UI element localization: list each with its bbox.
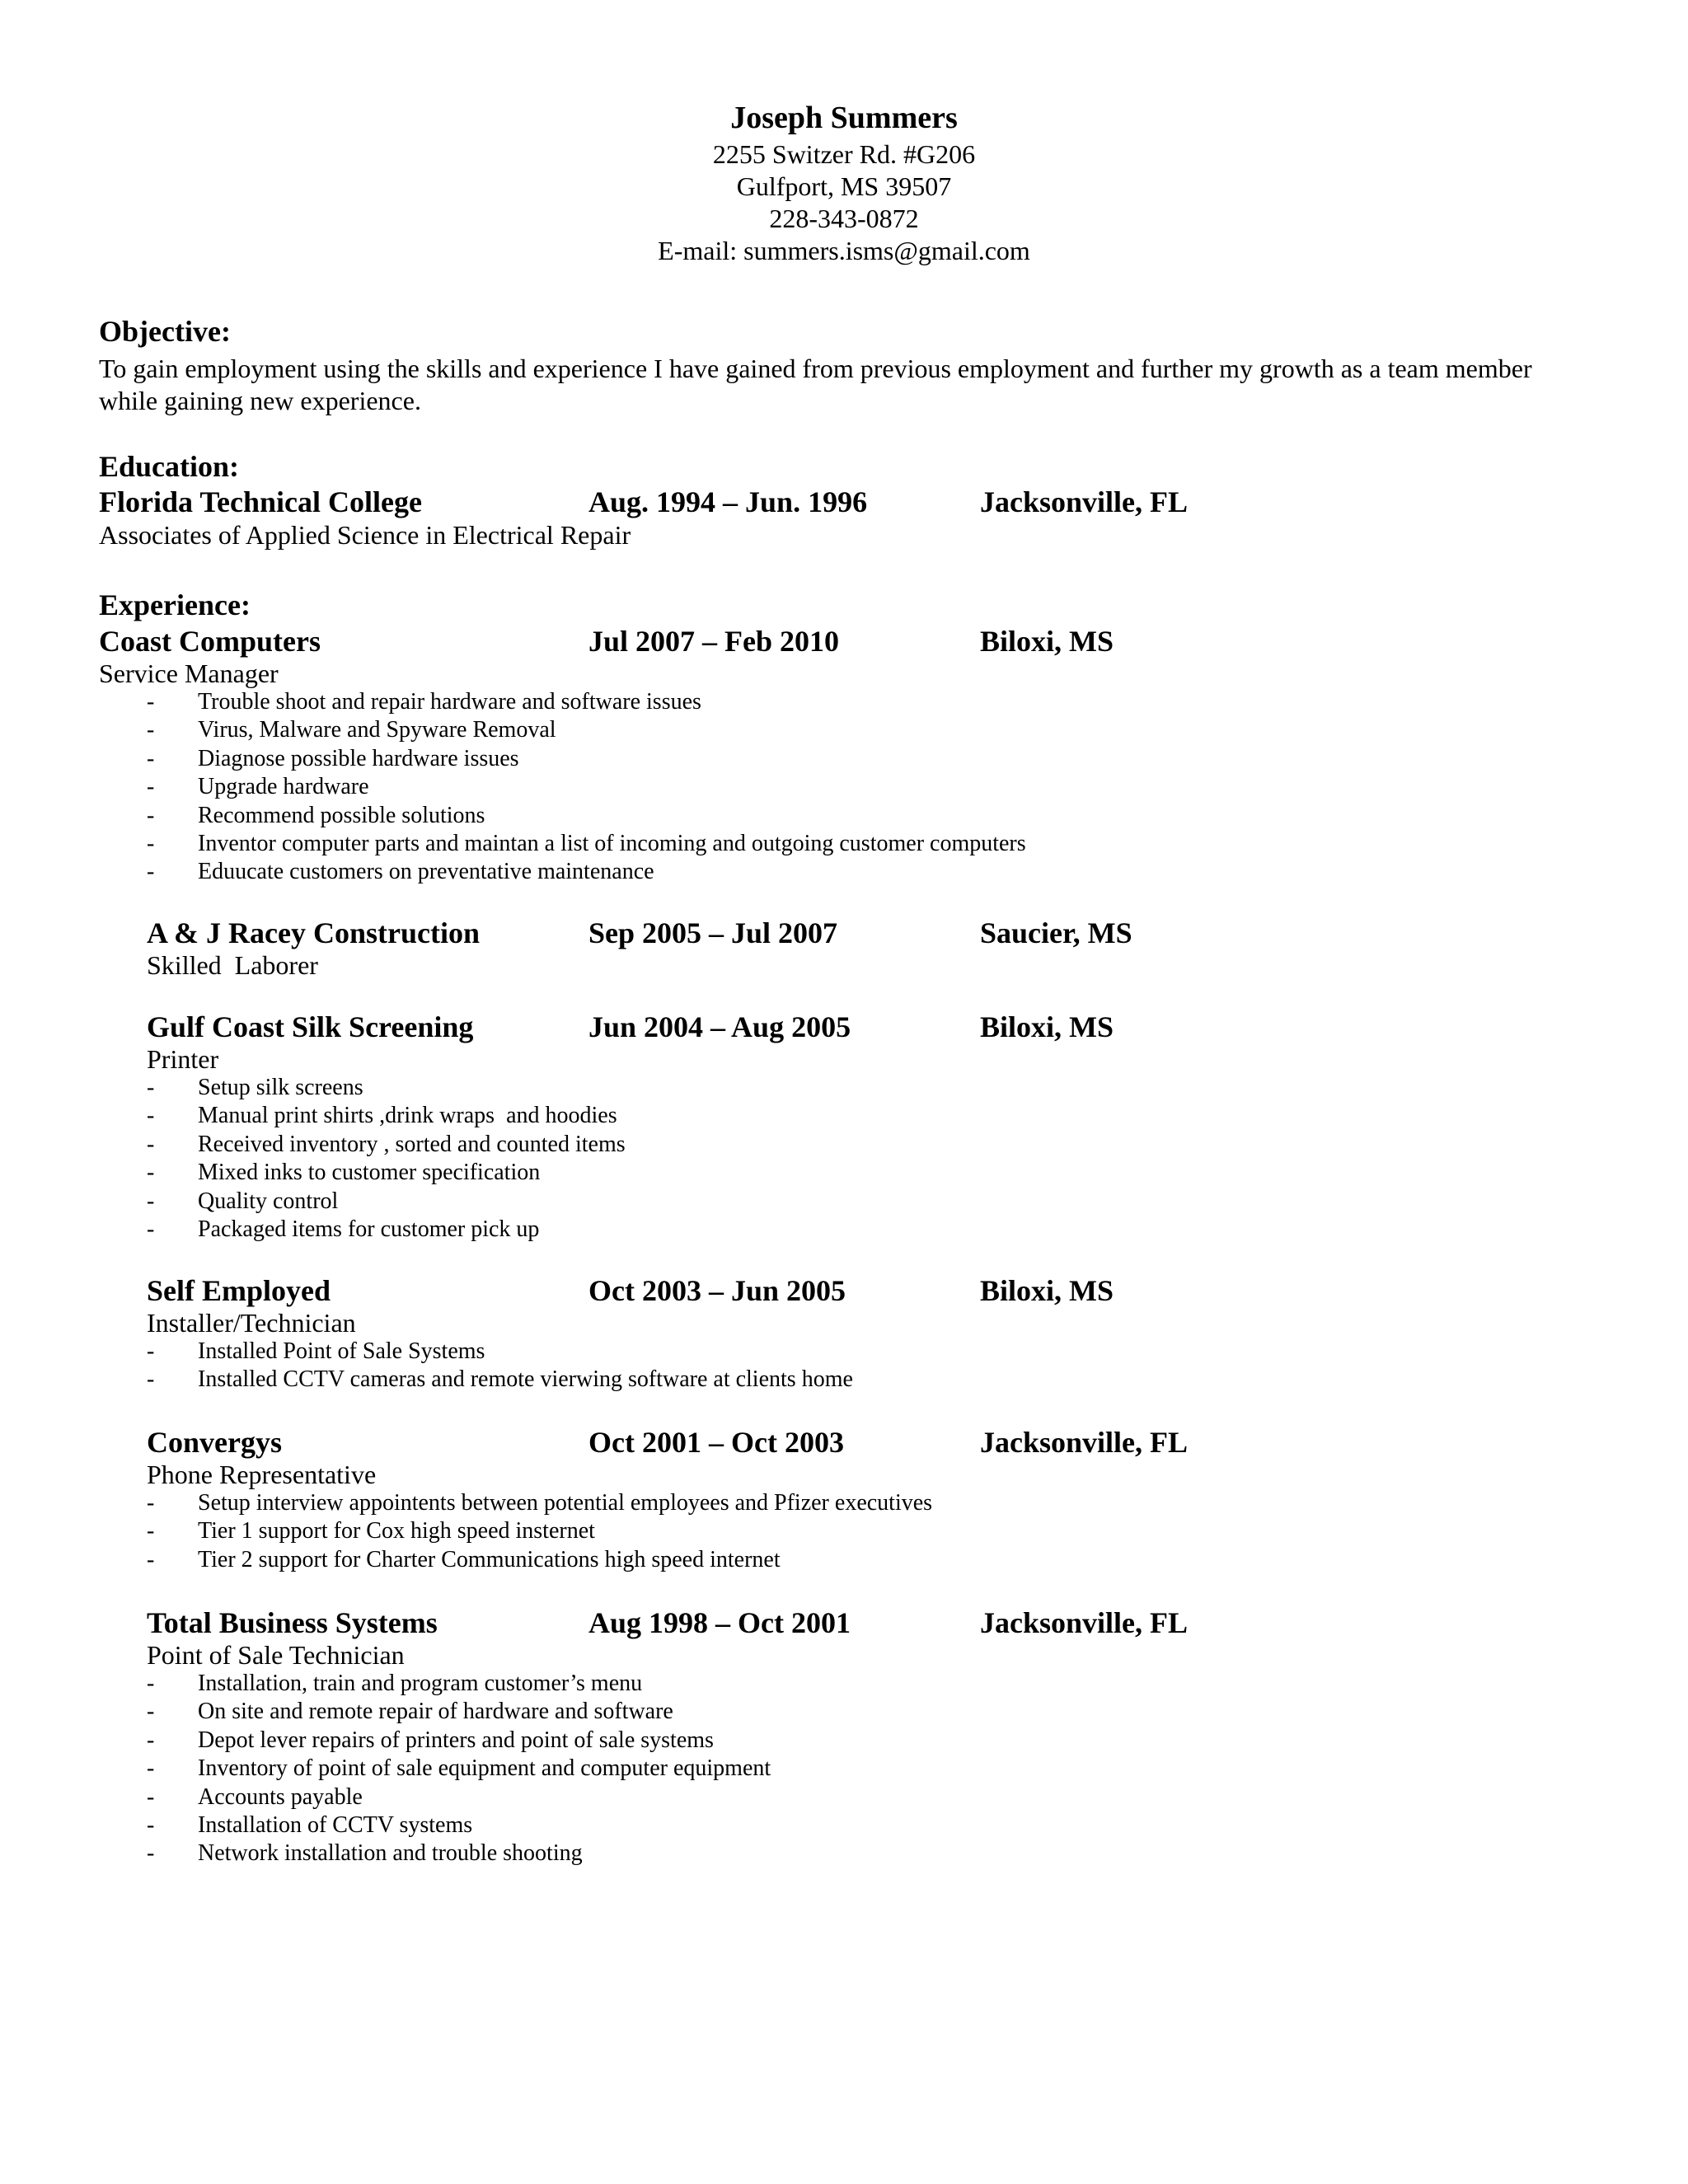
job-dates: Jul 2007 – Feb 2010 bbox=[588, 625, 840, 658]
job-dates: Jun 2004 – Aug 2005 bbox=[588, 1010, 851, 1043]
education-location: Jacksonville, FL bbox=[980, 485, 1189, 518]
duty-item: - Packaged items for customer pick up bbox=[147, 1216, 626, 1244]
objective-text: To gain employment using the skills and experience I have gained from previous employment and further my growth as a team member while gaining new experience. bbox=[99, 354, 1532, 415]
job-title: Point of Sale Technician bbox=[147, 1640, 405, 1670]
duty-item: - Installed Point of Sale Systems bbox=[147, 1338, 853, 1366]
job-duties bbox=[147, 688, 1026, 887]
duty-item: - Manual print shirts ,drink wraps and hoodies bbox=[147, 1102, 626, 1130]
company-name: Coast Computers bbox=[99, 625, 321, 658]
duty-item: - Installation, train and program customer’s menu bbox=[147, 1670, 771, 1698]
duty-item: - Installation of CCTV systems bbox=[147, 1811, 771, 1840]
company-name: Gulf Coast Silk Screening bbox=[147, 1010, 474, 1043]
education-dates: Aug. 1994 – Jun. 1996 bbox=[588, 485, 868, 518]
job-duties bbox=[147, 1489, 932, 1574]
job-title: Installer/Technician bbox=[147, 1308, 356, 1338]
job-title: Phone Representative bbox=[147, 1460, 377, 1489]
job-location: Saucier, MS bbox=[980, 916, 1132, 949]
duty-item: - Eduucate customers on preventative maintenance bbox=[147, 858, 1026, 886]
duty-item: - Recommend possible solutions bbox=[147, 802, 1026, 830]
school-name: Florida Technical College bbox=[99, 485, 422, 518]
duty-item: - Diagnose possible hardware issues bbox=[147, 745, 1026, 773]
duty-item: - Setup silk screens bbox=[147, 1074, 626, 1102]
duty-item: - Inventory of point of sale equipment and computer equipment bbox=[147, 1755, 771, 1783]
duty-item: - Quality control bbox=[147, 1188, 626, 1216]
duty-item: - Installed CCTV cameras and remote vierwing software at clients home bbox=[147, 1366, 853, 1394]
duty-item: - Depot lever repairs of printers and point of sale systems bbox=[147, 1727, 771, 1755]
job-title: Printer bbox=[147, 1044, 219, 1074]
job-location: Biloxi, MS bbox=[980, 1010, 1114, 1043]
objective-heading: Objective: bbox=[99, 315, 231, 348]
duty-item: - On site and remote repair of hardware and software bbox=[147, 1698, 771, 1726]
degree: Associates of Applied Science in Electrical Repair bbox=[99, 520, 631, 550]
job-title: Service Manager bbox=[99, 658, 279, 688]
job-location: Jacksonville, FL bbox=[980, 1426, 1189, 1459]
experience-heading: Experience: bbox=[99, 588, 251, 621]
job-dates: Sep 2005 – Jul 2007 bbox=[588, 916, 838, 949]
duty-item: - Tier 1 support for Cox high speed insternet bbox=[147, 1517, 932, 1545]
duty-item: - Trouble shoot and repair hardware and software issues bbox=[147, 688, 1026, 716]
job-location: Jacksonville, FL bbox=[980, 1606, 1189, 1639]
job-location: Biloxi, MS bbox=[980, 625, 1114, 658]
company-name: Self Employed bbox=[147, 1274, 331, 1307]
job-dates: Aug 1998 – Oct 2001 bbox=[588, 1606, 851, 1639]
company-name: A & J Racey Construction bbox=[147, 916, 480, 949]
job-location: Biloxi, MS bbox=[980, 1274, 1114, 1307]
duty-item: - Accounts payable bbox=[147, 1783, 771, 1811]
job-dates: Oct 2001 – Oct 2003 bbox=[588, 1426, 844, 1459]
email-address: E-mail: summers.isms@gmail.com bbox=[658, 236, 1030, 265]
duty-item: - Inventor computer parts and maintan a list of incoming and outgoing customer computers bbox=[147, 830, 1026, 858]
job-duties bbox=[147, 1338, 853, 1394]
duty-item: - Network installation and trouble shooting bbox=[147, 1840, 771, 1868]
phone-number: 228-343-0872 bbox=[769, 204, 919, 233]
education-heading: Education: bbox=[99, 450, 240, 483]
duty-item: - Tier 2 support for Charter Communications high speed internet bbox=[147, 1546, 932, 1574]
job-dates: Oct 2003 – Jun 2005 bbox=[588, 1274, 846, 1307]
job-title: Skilled Laborer bbox=[147, 950, 318, 980]
duty-item: - Received inventory , sorted and counted items bbox=[147, 1131, 626, 1159]
duty-item: - Virus, Malware and Spyware Removal bbox=[147, 716, 1026, 744]
applicant-name: Joseph Summers bbox=[730, 101, 958, 135]
street-address: 2255 Switzer Rd. #G206 bbox=[712, 139, 976, 169]
job-duties bbox=[147, 1670, 771, 1868]
contact-header bbox=[0, 97, 1688, 267]
duty-item: - Mixed inks to customer specification bbox=[147, 1159, 626, 1187]
duty-item: - Upgrade hardware bbox=[147, 773, 1026, 801]
company-name: Total Business Systems bbox=[147, 1606, 438, 1639]
city-state-zip: Gulfport, MS 39507 bbox=[736, 171, 952, 201]
job-duties bbox=[147, 1074, 626, 1244]
company-name: Convergys bbox=[147, 1426, 282, 1459]
duty-item: - Setup interview appointents between potential employees and Pfizer executives bbox=[147, 1489, 932, 1517]
